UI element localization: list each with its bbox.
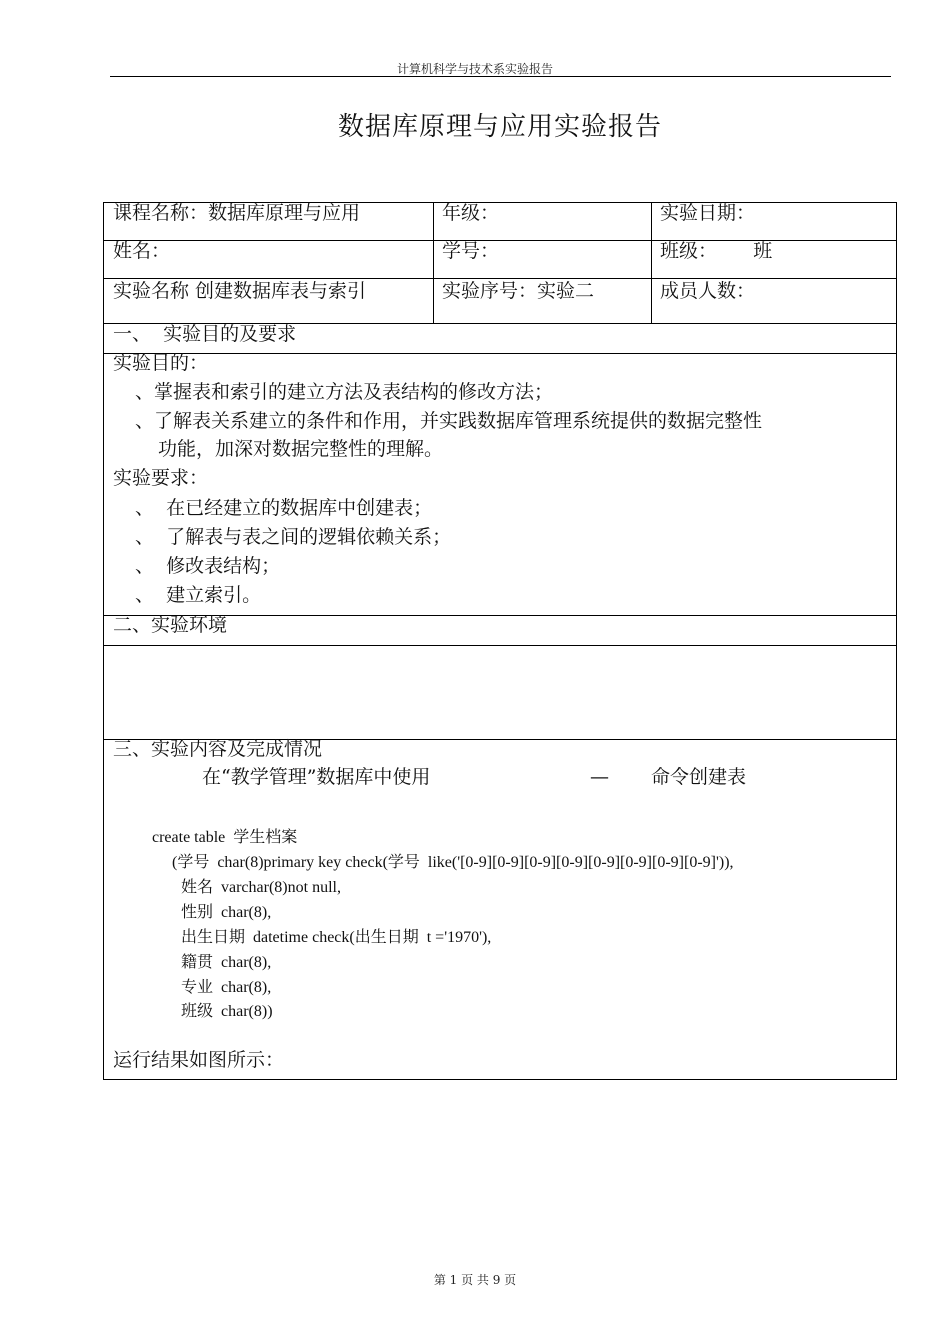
requirements-label: 实验要求： [113, 467, 209, 489]
student-name-cell: 姓名： [113, 240, 171, 262]
code-line: 班级 char(8)) [181, 1003, 273, 1020]
code-line: 姓名 varchar(8)not null, [181, 879, 341, 896]
code-line: 出生日期 datetime check(出生日期 t ='1970'), [181, 929, 492, 946]
class-cell: 班级： 班 [660, 240, 773, 262]
table-rule [103, 353, 897, 354]
code-line: create table 学生档案 [152, 829, 298, 846]
member-count-cell: 成员人数： [660, 280, 756, 302]
requirement-item: 、 在已经建立的数据库中创建表； [135, 497, 433, 519]
purpose-item: 、了解表关系建立的条件和作用，并实践数据库管理系统提供的数据完整性 [135, 410, 763, 432]
code-line: 籍贯 char(8), [181, 954, 272, 971]
code-line: 专业 char(8), [181, 979, 272, 996]
purpose-item: 、掌握表和索引的建立方法及表结构的修改方法； [135, 381, 554, 403]
table-rule [103, 278, 897, 279]
table-rule [103, 645, 897, 646]
result-caption: 运行结果如图所示： [113, 1049, 285, 1071]
page-header: 计算机科学与技术系实验报告 [396, 62, 553, 76]
header-rule [110, 76, 891, 77]
page-footer: 第 1 页 共 9 页 [433, 1273, 517, 1287]
student-id-cell: 学号： [442, 240, 500, 262]
experiment-number-cell: 实验序号：实验二 [442, 280, 595, 302]
section2-heading: 二、实验环境 [113, 614, 228, 636]
requirement-item: 、 了解表与表之间的逻辑依赖关系； [135, 526, 452, 548]
section3-subheading-end: 命令创建表 [651, 766, 747, 788]
section1-heading: 一、 实验目的及要求 [113, 323, 297, 345]
experiment-name-cell: 实验名称 创建数据库表与索引 [113, 280, 367, 302]
table-rule [103, 240, 897, 241]
code-line: (学号 char(8)primary key check(学号 like('[0-9][0-9][0-9][0-9][0-9][0-9][0-9][0-9]')), [172, 854, 734, 871]
code-line: 性别 char(8), [181, 904, 272, 921]
section3-subheading-dash: — [590, 766, 609, 788]
grade-cell: 年级： [442, 202, 500, 224]
purpose-label: 实验目的： [113, 352, 209, 374]
requirement-item: 、 修改表结构； [135, 555, 281, 577]
section3-subheading: 在“教学管理”数据库中使用 [202, 766, 431, 788]
table-column-rule [433, 202, 434, 323]
requirement-item: 、 建立索引。 [135, 584, 262, 606]
table-column-rule [651, 202, 652, 323]
document-title: 数据库原理与应用实验报告 [337, 112, 662, 142]
course-name-cell: 课程名称：数据库原理与应用 [113, 202, 361, 224]
experiment-date-cell: 实验日期： [660, 202, 756, 224]
purpose-item-continued: 功能，加深对数据完整性的理解。 [158, 438, 444, 460]
section3-heading: 三、实验内容及完成情况 [113, 738, 323, 760]
